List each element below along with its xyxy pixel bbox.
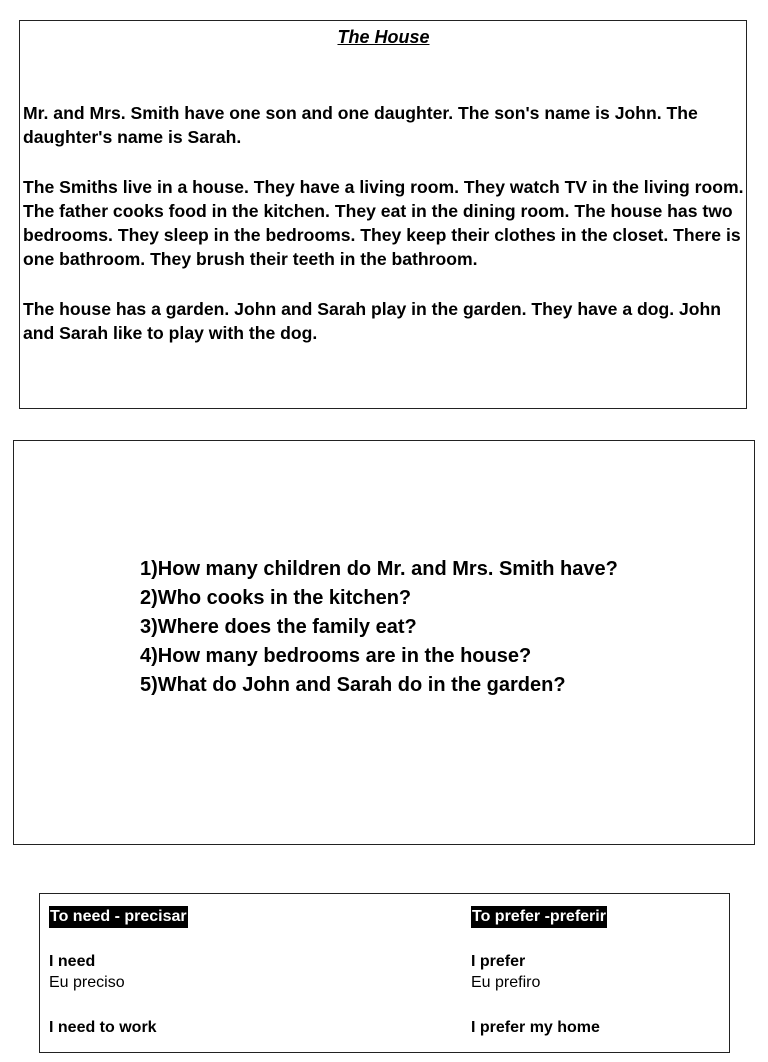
verb-column-need bbox=[49, 906, 188, 1062]
question-item: 4)How many bedrooms are in the house? bbox=[140, 645, 532, 667]
verb-phrase: I need bbox=[49, 953, 96, 970]
questions-box bbox=[13, 440, 755, 845]
questions-list bbox=[140, 555, 618, 700]
verb-translation: Eu prefiro bbox=[471, 974, 541, 991]
story-box bbox=[19, 20, 747, 409]
question-item: 1)How many children do Mr. and Mrs. Smith have? bbox=[140, 558, 618, 580]
question-item: 2)Who cooks in the kitchen? bbox=[140, 587, 412, 609]
verb-phrase: I need to work bbox=[49, 1019, 157, 1036]
question-item: 3)Where does the family eat? bbox=[140, 616, 417, 638]
question-item: 5)What do John and Sarah do in the garden? bbox=[140, 674, 566, 696]
story-paragraph: The house has a garden. John and Sarah play in the garden. They have a dog. John and Sarah like to play with the dog. bbox=[23, 298, 722, 344]
verb-heading: To need - precisar bbox=[49, 906, 188, 928]
story-paragraph: The Smiths live in a house. They have a living room. They watch TV in the living room. The father cooks food in the kitchen. They eat in the dining room. The house has two bedrooms. They sleep in the bedrooms. They keep their clothes in the closet. There is one bathroom. They brush their teeth in the bathroom. bbox=[23, 176, 744, 270]
verb-translation: Eu preciso bbox=[49, 974, 125, 991]
verb-column-prefer bbox=[471, 906, 607, 1062]
story-paragraph: Mr. and Mrs. Smith have one son and one daughter. The son's name is John. The daughter's name is Sarah. bbox=[23, 103, 698, 148]
verbs-box bbox=[39, 893, 730, 1053]
verb-phrase: I prefer bbox=[471, 953, 526, 970]
story-title: The House bbox=[337, 27, 430, 47]
verb-heading: To prefer -preferir bbox=[471, 906, 607, 928]
verb-phrase: I prefer my home bbox=[471, 1019, 600, 1036]
